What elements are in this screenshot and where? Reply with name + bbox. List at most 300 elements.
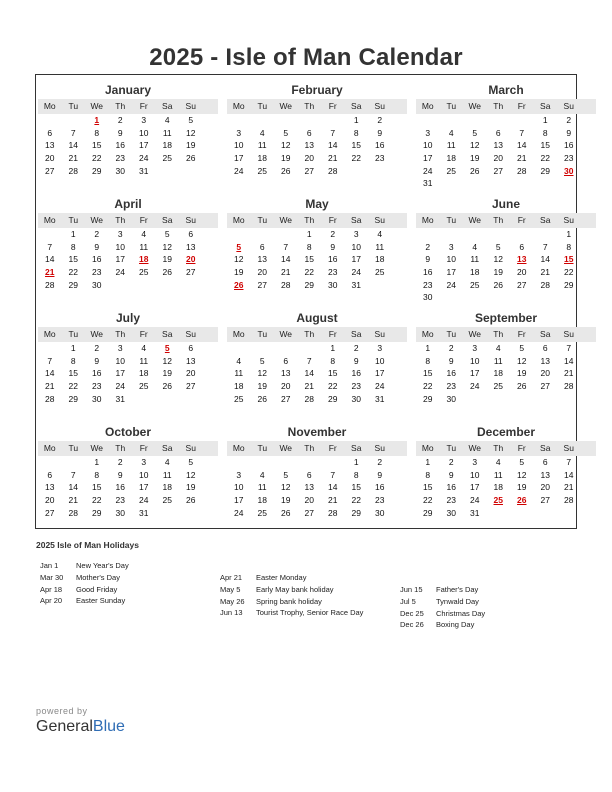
month-name: January (104, 83, 152, 97)
day-cell: 29 (68, 393, 78, 404)
weekday-label: We (279, 215, 293, 225)
week-row (227, 481, 407, 494)
day-cell: 11 (162, 469, 172, 480)
holiday-date: Apr 21 (220, 573, 243, 582)
empty-day (251, 114, 275, 127)
weekday-label: Su (563, 215, 574, 225)
day-cell: 8 (353, 469, 359, 480)
day-cell: 1 (330, 343, 336, 353)
day-cell: 2 (566, 115, 572, 125)
day-cell: 20 (493, 153, 503, 164)
week-row (416, 139, 596, 152)
week-row (38, 228, 218, 241)
empty-day (463, 114, 487, 127)
empty-day (227, 456, 251, 469)
day-cell: 18 (493, 368, 503, 379)
month-name: September (474, 311, 538, 325)
weekday-label: Sa (540, 443, 551, 453)
weekday-label: We (468, 329, 482, 339)
holiday-date: May 5 (220, 584, 241, 594)
empty-day (557, 393, 581, 406)
holiday-name: Mother's Day (76, 572, 120, 582)
day-cell: 18 (446, 153, 456, 164)
holiday-column (220, 572, 390, 619)
week-row (38, 481, 218, 494)
weekday-label: Th (493, 215, 504, 225)
day-cell: 22 (351, 153, 361, 164)
empty-day (510, 507, 534, 520)
day-cell: 17 (423, 153, 433, 164)
weekday-label: Sa (351, 215, 362, 225)
weekday-label: Mo (232, 101, 245, 111)
day-cell: 5 (283, 127, 289, 138)
empty-day (368, 165, 392, 178)
day-cell: 12 (517, 469, 527, 480)
day-cell: 10 (470, 469, 480, 480)
day-cell: 10 (234, 482, 244, 493)
day-cell: 18 (162, 140, 172, 151)
empty-day (440, 114, 464, 127)
holiday-date: Apr 18 (40, 584, 63, 594)
day-cell: 4 (495, 343, 501, 353)
weekday-label: Tu (257, 215, 268, 225)
day-cell: 2 (117, 115, 123, 125)
week-row (227, 367, 407, 380)
day-cell: 19 (234, 267, 244, 278)
empty-day (463, 228, 487, 241)
week-row (38, 253, 218, 266)
day-cell: 6 (542, 343, 548, 353)
day-cell: 6 (188, 229, 194, 239)
weekday-label: Mo (421, 215, 434, 225)
day-cell: 13 (186, 355, 196, 366)
day-cell: 20 (186, 368, 196, 379)
empty-day (179, 279, 203, 292)
day-cell: 11 (493, 469, 503, 480)
weekday-label: Sa (540, 215, 551, 225)
day-cell: 8 (94, 127, 100, 138)
empty-day (440, 228, 464, 241)
empty-day (510, 114, 534, 127)
day-cell: 17 (139, 140, 149, 151)
day-cell: 19 (281, 153, 291, 164)
day-cell: 28 (564, 381, 574, 392)
month-name: October (104, 425, 151, 439)
holiday-date: Apr 20 (40, 596, 63, 606)
holiday-name: Tourist Trophy, Senior Race Day (256, 608, 364, 618)
holiday-item (220, 596, 390, 608)
day-cell: 20 (540, 482, 550, 493)
week-row (38, 367, 218, 380)
day-cell: 2 (448, 343, 454, 353)
holiday-day-cell: 26 (517, 495, 527, 506)
day-cell: 9 (94, 241, 100, 252)
day-cell: 10 (139, 127, 149, 138)
day-cell: 12 (470, 140, 480, 151)
day-cell: 26 (257, 393, 267, 404)
week-row (416, 469, 596, 482)
day-cell: 27 (540, 381, 550, 392)
holiday-day-cell: 15 (564, 254, 574, 265)
day-cell: 22 (351, 495, 361, 506)
day-cell: 11 (493, 355, 503, 366)
day-cell: 5 (283, 469, 289, 480)
day-cell: 15 (68, 254, 78, 265)
day-cell: 20 (257, 267, 267, 278)
weekday-label: We (90, 101, 104, 111)
holiday-name: Christmas Day (436, 608, 486, 618)
day-cell: 15 (540, 140, 550, 151)
day-cell: 7 (70, 127, 76, 138)
empty-day (510, 228, 534, 241)
day-cell: 3 (425, 127, 431, 138)
empty-day (534, 177, 558, 190)
day-cell: 17 (234, 495, 244, 506)
week-row (38, 165, 218, 178)
month-january (38, 81, 218, 177)
day-cell: 8 (70, 355, 76, 366)
weekday-label: Mo (232, 443, 245, 453)
empty-day (179, 393, 203, 406)
day-cell: 27 (281, 393, 291, 404)
day-cell: 10 (234, 140, 244, 151)
day-cell: 1 (566, 229, 572, 239)
day-cell: 29 (68, 279, 78, 290)
day-cell: 19 (186, 482, 196, 493)
month-august (227, 309, 407, 405)
day-cell: 21 (540, 267, 550, 278)
day-cell: 2 (117, 457, 123, 467)
weekday-label: Th (115, 215, 126, 225)
day-cell: 20 (304, 153, 314, 164)
day-cell: 13 (45, 140, 55, 151)
day-cell: 18 (375, 254, 385, 265)
day-cell: 30 (92, 393, 102, 404)
week-row (227, 355, 407, 368)
day-cell: 2 (448, 457, 454, 467)
day-cell: 12 (281, 482, 291, 493)
weekday-label: Sa (351, 329, 362, 339)
empty-day (557, 177, 581, 190)
weekday-label: We (90, 443, 104, 453)
weekday-label: Su (185, 329, 196, 339)
day-cell: 21 (68, 153, 78, 164)
day-cell: 3 (117, 343, 123, 353)
day-cell: 8 (330, 355, 336, 366)
weekday-label: Th (304, 443, 315, 453)
day-cell: 19 (470, 153, 480, 164)
day-cell: 28 (328, 507, 338, 518)
week-row (227, 228, 407, 241)
day-cell: 16 (423, 267, 433, 278)
generalblue-logo[interactable] (36, 718, 125, 736)
day-cell: 2 (377, 115, 383, 125)
weekday-label: Mo (232, 329, 245, 339)
weekday-label: Mo (421, 443, 434, 453)
day-cell: 14 (517, 140, 527, 151)
day-cell: 17 (234, 153, 244, 164)
day-cell: 11 (470, 254, 480, 265)
day-cell: 5 (188, 115, 194, 125)
day-cell: 8 (353, 127, 359, 138)
day-cell: 21 (328, 153, 338, 164)
empty-day (416, 228, 440, 241)
day-cell: 15 (351, 482, 361, 493)
month-name: March (488, 83, 524, 97)
day-cell: 17 (446, 267, 456, 278)
day-cell: 12 (517, 355, 527, 366)
week-row (227, 266, 407, 279)
day-cell: 23 (564, 153, 574, 164)
holiday-name: Early May bank holiday (256, 584, 334, 594)
day-cell: 13 (540, 469, 550, 480)
day-cell: 4 (236, 355, 242, 366)
day-cell: 22 (564, 267, 574, 278)
day-cell: 12 (257, 368, 267, 379)
day-cell: 23 (115, 153, 125, 164)
day-cell: 8 (306, 241, 312, 252)
day-cell: 25 (139, 267, 149, 278)
day-cell: 7 (283, 241, 289, 252)
weekday-label: Fr (139, 101, 148, 111)
day-cell: 22 (423, 381, 433, 392)
week-row (416, 177, 596, 190)
empty-day (109, 279, 133, 292)
weekday-label: Fr (139, 443, 148, 453)
weekday-label: Mo (43, 215, 56, 225)
day-cell: 31 (375, 393, 385, 404)
week-row (416, 152, 596, 165)
weekday-label: Su (374, 215, 385, 225)
empty-day (463, 291, 487, 304)
week-row (38, 266, 218, 279)
day-cell: 25 (162, 495, 172, 506)
day-cell: 21 (304, 381, 314, 392)
empty-day (557, 291, 581, 304)
day-cell: 19 (186, 140, 196, 151)
day-cell: 13 (257, 254, 267, 265)
day-cell: 16 (375, 140, 385, 151)
day-cell: 18 (257, 153, 267, 164)
empty-day (132, 393, 156, 406)
day-cell: 7 (519, 127, 525, 138)
day-cell: 8 (542, 127, 548, 138)
holidays-title: 2025 Isle of Man Holidays (36, 540, 139, 550)
holiday-name: Easter Sunday (76, 596, 126, 606)
day-cell: 26 (281, 507, 291, 518)
day-cell: 24 (139, 153, 149, 164)
day-cell: 26 (186, 153, 196, 164)
day-cell: 12 (281, 140, 291, 151)
day-cell: 29 (92, 165, 102, 176)
day-cell: 6 (47, 469, 53, 480)
day-cell: 29 (92, 507, 102, 518)
day-cell: 25 (446, 165, 456, 176)
empty-day (440, 177, 464, 190)
empty-day (416, 114, 440, 127)
day-cell: 16 (375, 482, 385, 493)
weekday-header (38, 213, 218, 228)
day-cell: 6 (259, 241, 265, 252)
weekday-label: Th (115, 101, 126, 111)
day-cell: 25 (257, 507, 267, 518)
weekday-header (38, 441, 218, 456)
day-cell: 7 (47, 355, 53, 366)
day-cell: 28 (540, 279, 550, 290)
day-cell: 4 (448, 127, 454, 138)
week-row (38, 393, 218, 406)
day-cell: 17 (351, 254, 361, 265)
empty-day (487, 291, 511, 304)
day-cell: 13 (45, 482, 55, 493)
day-cell: 23 (92, 381, 102, 392)
empty-day (38, 342, 62, 355)
empty-day (156, 393, 180, 406)
day-cell: 19 (493, 267, 503, 278)
day-cell: 18 (162, 482, 172, 493)
day-cell: 22 (68, 381, 78, 392)
weekday-label: Tu (257, 101, 268, 111)
day-cell: 20 (281, 381, 291, 392)
day-cell: 21 (564, 368, 574, 379)
day-cell: 26 (470, 165, 480, 176)
holiday-name: Father's Day (436, 585, 479, 594)
day-cell: 6 (188, 343, 194, 353)
day-cell: 5 (164, 229, 170, 239)
empty-day (487, 507, 511, 520)
day-cell: 13 (304, 482, 314, 493)
day-cell: 22 (423, 495, 433, 506)
day-cell: 2 (94, 343, 100, 353)
day-cell: 3 (236, 469, 242, 480)
empty-day (557, 507, 581, 520)
day-cell: 26 (517, 381, 527, 392)
day-cell: 17 (115, 254, 125, 265)
day-cell: 15 (92, 482, 102, 493)
day-cell: 22 (540, 153, 550, 164)
weekday-label: Sa (351, 443, 362, 453)
holiday-item (400, 584, 570, 596)
day-cell: 5 (495, 241, 501, 252)
day-cell: 6 (306, 469, 312, 480)
day-cell: 12 (162, 355, 172, 366)
weekday-label: Th (304, 215, 315, 225)
day-cell: 9 (117, 469, 123, 480)
empty-day (274, 456, 298, 469)
day-cell: 2 (425, 241, 431, 252)
day-cell: 15 (423, 482, 433, 493)
day-cell: 24 (470, 381, 480, 392)
day-cell: 6 (495, 127, 501, 138)
day-cell: 9 (566, 127, 572, 138)
holiday-item (40, 560, 210, 572)
empty-day (487, 114, 511, 127)
day-cell: 1 (425, 457, 431, 467)
day-cell: 9 (377, 127, 383, 138)
month-june (416, 195, 596, 304)
week-row (38, 114, 218, 127)
day-cell: 6 (283, 355, 289, 366)
day-cell: 16 (446, 482, 456, 493)
weekday-label: Mo (43, 329, 56, 339)
day-cell: 20 (45, 495, 55, 506)
weekday-label: We (468, 443, 482, 453)
day-cell: 17 (139, 482, 149, 493)
day-cell: 3 (141, 115, 147, 125)
day-cell: 24 (470, 495, 480, 506)
day-cell: 14 (304, 368, 314, 379)
weekday-label: Th (115, 443, 126, 453)
day-cell: 10 (115, 241, 125, 252)
day-cell: 3 (472, 343, 478, 353)
day-cell: 8 (425, 355, 431, 366)
day-cell: 18 (493, 482, 503, 493)
day-cell: 19 (162, 368, 172, 379)
day-cell: 3 (353, 229, 359, 239)
day-cell: 25 (162, 153, 172, 164)
day-cell: 31 (139, 165, 149, 176)
day-cell: 29 (304, 279, 314, 290)
month-september (416, 309, 596, 405)
day-cell: 9 (330, 241, 336, 252)
day-cell: 13 (281, 368, 291, 379)
month-name: August (296, 311, 338, 325)
empty-day (463, 177, 487, 190)
day-cell: 6 (519, 241, 525, 252)
weekday-header (416, 441, 596, 456)
day-cell: 14 (564, 355, 574, 366)
month-march (416, 81, 596, 190)
weekday-label: Fr (517, 443, 526, 453)
week-row (38, 139, 218, 152)
day-cell: 7 (542, 241, 548, 252)
calendar-grid (35, 74, 577, 529)
day-cell: 31 (139, 507, 149, 518)
brand-blue: Blue (92, 718, 125, 735)
empty-day (274, 342, 298, 355)
week-row (416, 291, 596, 304)
day-cell: 16 (115, 482, 125, 493)
day-cell: 14 (540, 254, 550, 265)
holiday-name: Boxing Day (436, 620, 475, 630)
weekday-label: Tu (257, 329, 268, 339)
weekday-label: Th (115, 329, 126, 339)
week-row (416, 266, 596, 279)
day-cell: 29 (423, 507, 433, 518)
day-cell: 18 (139, 368, 149, 379)
day-cell: 27 (493, 165, 503, 176)
day-cell: 28 (45, 393, 55, 404)
weekday-header (227, 99, 407, 114)
day-cell: 18 (234, 381, 244, 392)
month-name: June (491, 197, 520, 211)
empty-day (156, 165, 180, 178)
day-cell: 14 (328, 140, 338, 151)
empty-day (274, 114, 298, 127)
day-cell: 9 (448, 469, 454, 480)
day-cell: 30 (115, 165, 125, 176)
month-name: February (291, 83, 343, 97)
day-cell: 18 (257, 495, 267, 506)
day-cell: 27 (186, 381, 196, 392)
day-cell: 29 (351, 507, 361, 518)
week-row (227, 165, 407, 178)
day-cell: 28 (517, 165, 527, 176)
month-may (227, 195, 407, 291)
day-cell: 31 (470, 507, 480, 518)
weekday-label: Su (374, 443, 385, 453)
week-row (416, 114, 596, 127)
